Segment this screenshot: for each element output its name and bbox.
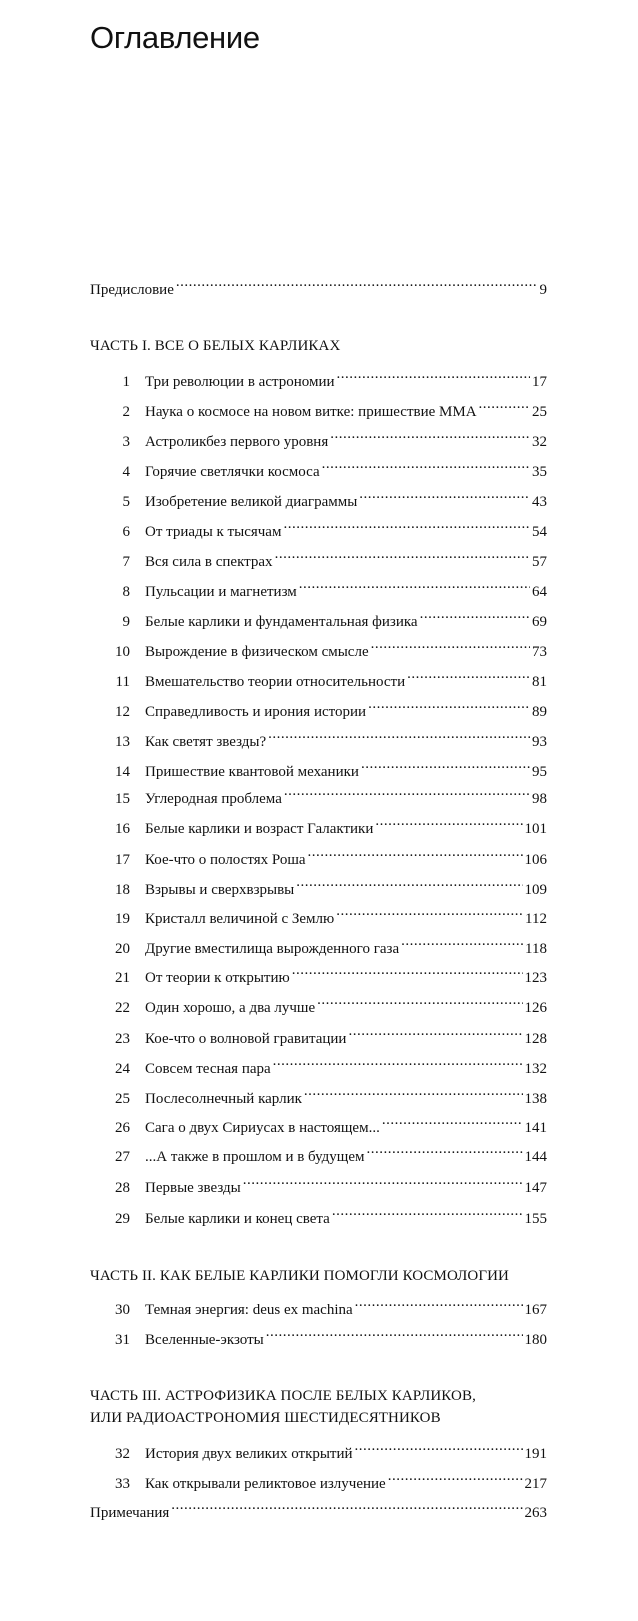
toc-entry-preface[interactable]	[90, 274, 547, 298]
dot-leader	[317, 992, 522, 1012]
toc-entry[interactable]	[90, 666, 547, 690]
chapter-number: 18	[115, 882, 130, 898]
page-number: 25	[532, 404, 547, 420]
chapter-number: 6	[122, 524, 130, 540]
dot-leader	[308, 844, 523, 864]
toc-entry[interactable]	[90, 903, 547, 927]
dot-leader	[171, 1497, 522, 1517]
entry-title: Предисловие	[90, 282, 174, 298]
page-number: 69	[532, 614, 547, 630]
dot-leader	[266, 1324, 523, 1344]
dot-leader	[337, 366, 530, 386]
entry-title: Вся сила в спектрах	[145, 554, 273, 570]
entry-title: Пульсации и магнетизм	[145, 584, 297, 600]
page-number: 35	[532, 464, 547, 480]
chapter-number: 13	[115, 734, 130, 750]
entry-title: От теории к открытию	[145, 970, 290, 986]
toc-entry[interactable]	[90, 696, 547, 720]
chapter-number: 3	[122, 434, 130, 450]
page-title: Оглавление	[90, 20, 260, 55]
chapter-number: 16	[115, 821, 130, 837]
entry-title: Другие вместилища вырожденного газа	[145, 941, 400, 957]
dot-leader	[371, 636, 530, 656]
page-number: 101	[524, 821, 547, 837]
dot-leader	[407, 666, 530, 686]
page-number: 73	[532, 644, 547, 660]
page-number: 144	[524, 1149, 547, 1165]
part-heading-1: ЧАСТЬ I. ВСЕ О БЕЛЫХ КАРЛИКАХ	[90, 338, 341, 354]
entry-title: История двух великих открытий	[145, 1446, 353, 1462]
toc-entry[interactable]	[90, 366, 547, 390]
chapter-number: 28	[115, 1180, 130, 1196]
chapter-number: 8	[122, 584, 130, 600]
entry-title: Кое-что о полостях Роша	[145, 852, 306, 868]
toc-entry[interactable]	[90, 933, 547, 957]
entry-title: ...А также в прошлом и в будущем	[145, 1149, 365, 1165]
page-number: 32	[532, 434, 547, 450]
entry-title: Послесолнечный карлик	[145, 1091, 302, 1107]
entry-title: Справедливость и ирония истории	[145, 704, 367, 720]
dot-leader	[275, 546, 530, 566]
part-heading-2: ЧАСТЬ II. КАК БЕЛЫЕ КАРЛИКИ ПОМОГЛИ КОСМОЛОГИИ	[90, 1268, 509, 1284]
page-number: 126	[524, 1000, 547, 1016]
entry-title: Вселенные-экзоты	[145, 1332, 264, 1348]
entry-title: Кристалл величиной с Землю	[145, 911, 335, 927]
dot-leader	[479, 396, 530, 416]
toc-entry[interactable]	[90, 1203, 547, 1227]
dot-leader	[355, 1294, 523, 1314]
page-number: 138	[524, 1091, 547, 1107]
entry-title: Вмешательство теории относительности	[145, 674, 406, 690]
dot-leader	[367, 1141, 523, 1161]
page-number: 93	[532, 734, 547, 750]
toc-entry[interactable]	[90, 1083, 547, 1107]
chapter-number: 21	[115, 970, 130, 986]
entry-title: Углеродная проблема	[145, 791, 282, 807]
toc-entry[interactable]	[90, 1324, 547, 1348]
chapter-number: 24	[115, 1061, 130, 1077]
entry-title: Как светят звезды?	[145, 734, 267, 750]
chapter-number: 9	[122, 614, 130, 630]
page-number: 17	[532, 374, 547, 390]
entry-title: Как открывали реликтовое излучение	[145, 1476, 386, 1492]
page-number: 95	[532, 764, 547, 780]
dot-leader	[382, 1112, 523, 1132]
dot-leader	[361, 756, 530, 776]
dot-leader	[292, 962, 523, 982]
toc-entry[interactable]	[90, 1112, 547, 1136]
toc-entry[interactable]	[90, 1172, 547, 1196]
page-number: 141	[524, 1120, 547, 1136]
page-number: 147	[524, 1180, 547, 1196]
page-number: 109	[524, 882, 547, 898]
page-number: 128	[524, 1031, 547, 1047]
page-number: 57	[532, 554, 547, 570]
toc-entry[interactable]	[90, 546, 547, 570]
toc-entry[interactable]	[90, 962, 547, 986]
chapter-number: 26	[115, 1120, 130, 1136]
chapter-number: 29	[115, 1211, 130, 1227]
page-number: 167	[524, 1302, 547, 1318]
dot-leader	[268, 726, 530, 746]
entry-title: Один хорошо, а два лучше	[145, 1000, 316, 1016]
chapter-number: 30	[115, 1302, 130, 1318]
entry-title: Вырождение в физическом смысле	[145, 644, 369, 660]
toc-entry[interactable]	[90, 1023, 547, 1047]
page-number: 112	[525, 911, 547, 927]
page-number: 64	[532, 584, 547, 600]
page-number: 9	[539, 282, 547, 298]
entry-title: Пришествие квантовой механики	[145, 764, 359, 780]
dot-leader	[284, 783, 530, 803]
entry-title: От триады к тысячам	[145, 524, 282, 540]
toc-entry[interactable]	[90, 1294, 547, 1318]
dot-leader	[273, 1053, 523, 1073]
chapter-number: 22	[115, 1000, 130, 1016]
chapter-number: 11	[115, 674, 130, 690]
page-number: 89	[532, 704, 547, 720]
chapter-number: 5	[122, 494, 130, 510]
dot-leader	[368, 696, 530, 716]
entry-title: Белые карлики и конец света	[145, 1211, 330, 1227]
page-number: 132	[524, 1061, 547, 1077]
dot-leader	[243, 1172, 523, 1192]
toc-entry[interactable]	[90, 1468, 547, 1492]
toc-entry[interactable]	[90, 1438, 547, 1462]
chapter-number: 7	[122, 554, 130, 570]
entry-title: Белые карлики и возраст Галактики	[145, 821, 374, 837]
toc-entry[interactable]	[90, 456, 547, 480]
toc-entry[interactable]	[90, 1141, 547, 1165]
entry-title: Белые карлики и фундаментальная физика	[145, 614, 418, 630]
dot-leader	[296, 874, 522, 894]
chapter-number: 32	[115, 1446, 130, 1462]
chapter-number: 2	[122, 404, 130, 420]
dot-leader	[330, 426, 530, 446]
page-number: 81	[532, 674, 547, 690]
entry-title: Три революции в астрономии	[145, 374, 335, 390]
dot-leader	[348, 1023, 522, 1043]
toc-entry[interactable]	[90, 726, 547, 750]
toc-entry[interactable]	[90, 426, 547, 450]
page-number: 217	[524, 1476, 547, 1492]
toc-entry[interactable]	[90, 992, 547, 1016]
chapter-number: 17	[115, 852, 130, 868]
page-number: 155	[524, 1211, 547, 1227]
entry-title: Горячие светлячки космоса	[145, 464, 320, 480]
toc-entry[interactable]	[90, 636, 547, 660]
chapter-number: 33	[115, 1476, 130, 1492]
chapter-number: 25	[115, 1091, 130, 1107]
entry-title: Первые звезды	[145, 1180, 241, 1196]
entry-title: Астроликбез первого уровня	[145, 434, 329, 450]
toc-entry[interactable]	[90, 783, 547, 807]
dot-leader	[388, 1468, 523, 1488]
chapter-number: 1	[122, 374, 130, 390]
toc-entry[interactable]	[90, 396, 547, 420]
chapter-number: 10	[115, 644, 130, 660]
toc-entry[interactable]	[90, 756, 547, 780]
dot-leader	[299, 576, 530, 596]
toc-entry[interactable]	[90, 874, 547, 898]
dot-leader	[375, 813, 522, 833]
chapter-number: 31	[115, 1332, 130, 1348]
dot-leader	[304, 1083, 523, 1103]
toc-entry[interactable]	[90, 576, 547, 600]
page-number: 180	[524, 1332, 547, 1348]
page-number: 106	[524, 852, 547, 868]
entry-title: Взрывы и сверхвзрывы	[145, 882, 295, 898]
chapter-number: 20	[115, 941, 130, 957]
entry-title: Кое-что о волновой гравитации	[145, 1031, 347, 1047]
part-heading-3: ЧАСТЬ III. АСТРОФИЗИКА ПОСЛЕ БЕЛЫХ КАРЛИКОВ, ИЛИ РАДИОАСТРОНОМИЯ ШЕСТИДЕСЯТНИКОВ	[90, 1388, 476, 1426]
page-number: 43	[532, 494, 547, 510]
dot-leader	[336, 903, 523, 923]
chapter-number: 27	[115, 1149, 130, 1165]
entry-title: Примечания	[90, 1505, 170, 1521]
toc-entry[interactable]	[90, 1053, 547, 1077]
chapter-number: 4	[122, 464, 130, 480]
dot-leader	[355, 1438, 523, 1458]
dot-leader	[283, 516, 530, 536]
entry-title: Наука о космосе на новом витке: пришествие ММА	[145, 404, 477, 420]
dot-leader	[401, 933, 523, 953]
chapter-number: 14	[115, 764, 130, 780]
dot-leader	[322, 456, 530, 476]
entry-title: Изобретение великой диаграммы	[145, 494, 358, 510]
entry-title: Совсем тесная пара	[145, 1061, 271, 1077]
page-number: 98	[532, 791, 547, 807]
chapter-number: 23	[115, 1031, 130, 1047]
toc-entry[interactable]	[90, 516, 547, 540]
chapter-number: 15	[115, 791, 130, 807]
dot-leader	[420, 606, 530, 626]
dot-leader	[359, 486, 530, 506]
toc-entry-notes[interactable]	[90, 1497, 547, 1521]
page-number: 123	[524, 970, 547, 986]
page-number: 118	[525, 941, 547, 957]
entry-title: Темная энергия: deus ex machina	[145, 1302, 353, 1318]
chapter-number: 19	[115, 911, 130, 927]
toc-entry[interactable]	[90, 486, 547, 510]
toc-entry[interactable]	[90, 606, 547, 630]
page-number: 191	[524, 1446, 547, 1462]
dot-leader	[332, 1203, 523, 1223]
toc-entry[interactable]	[90, 844, 547, 868]
page-number: 263	[524, 1505, 547, 1521]
toc-entry[interactable]	[90, 813, 547, 837]
page-number: 54	[532, 524, 547, 540]
entry-title: Сага о двух Сириусах в настоящем...	[145, 1120, 380, 1136]
dot-leader	[176, 274, 538, 294]
chapter-number: 12	[115, 704, 130, 720]
